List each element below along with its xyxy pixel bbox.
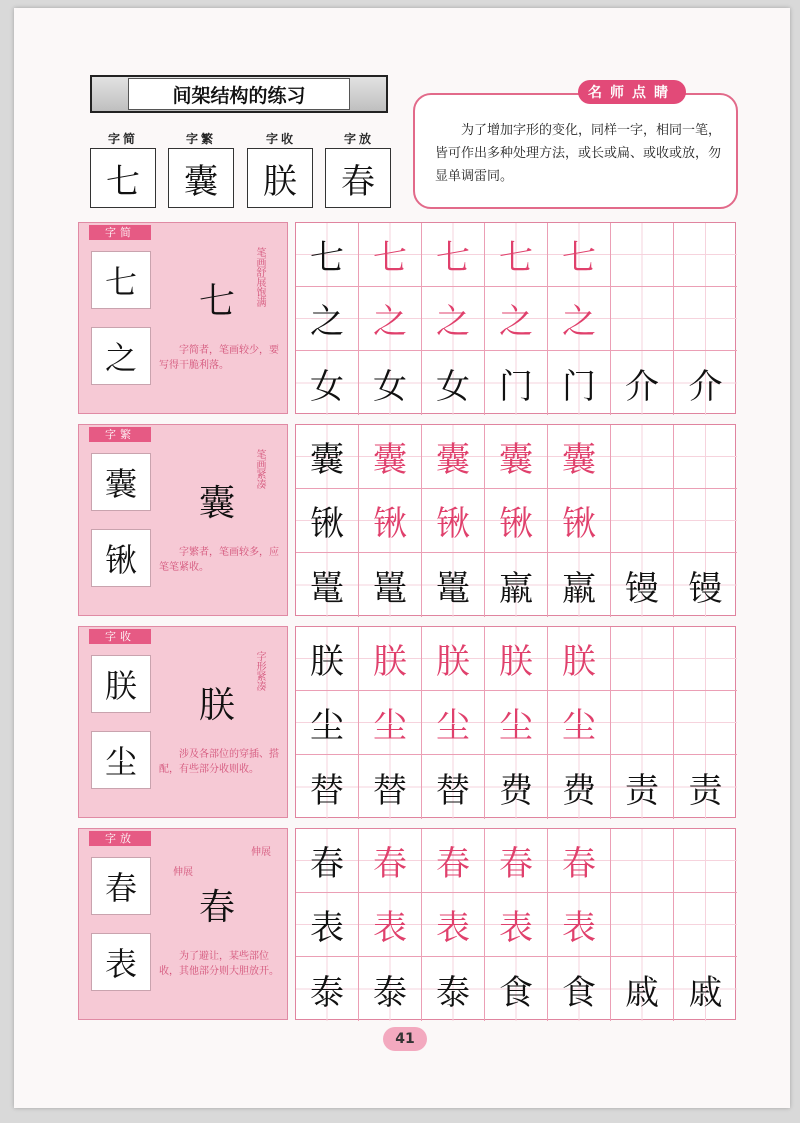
panel-char: 春: [91, 857, 151, 915]
grid-cell: 羸: [485, 553, 548, 617]
panel-char: 锹: [91, 529, 151, 587]
page-number: 41: [383, 1027, 427, 1051]
grid-cell: 泰: [359, 957, 422, 1021]
grid-cell: 七: [296, 223, 359, 287]
grid-cell: 七: [548, 223, 611, 287]
grid-cell: [674, 489, 737, 553]
category-label-simple: 字简: [107, 132, 138, 146]
grid-cell: 锹: [422, 489, 485, 553]
grid-cell: [674, 425, 737, 489]
section-tag: 字放: [89, 831, 151, 846]
panel-char: 囊: [91, 453, 151, 511]
grid-cell: 替: [296, 755, 359, 819]
grid-cell: 之: [485, 287, 548, 351]
category-label-contract: 字收: [265, 132, 296, 146]
grid-cell: 费: [548, 755, 611, 819]
grid-cell: 尘: [485, 691, 548, 755]
panel-big-char: 囊: [199, 483, 236, 524]
grid-cell: 朕: [359, 627, 422, 691]
grid-cell: 镘: [611, 553, 674, 617]
grid-cell: 尘: [359, 691, 422, 755]
panel-note-right: 伸展: [251, 847, 271, 858]
grid-cell: 责: [674, 755, 737, 819]
practice-grid: [295, 828, 736, 1020]
grid-cell: 责: [611, 755, 674, 819]
grid-cell: 囊: [485, 425, 548, 489]
grid-cell: 七: [359, 223, 422, 287]
grid-cell: 囊: [548, 425, 611, 489]
panel-big-char: 春: [199, 887, 236, 928]
grid-cell: 表: [359, 893, 422, 957]
panel-char: 表: [91, 933, 151, 991]
grid-cell: 费: [485, 755, 548, 819]
grid-cell: [674, 829, 737, 893]
panel-char: 七: [91, 251, 151, 309]
grid-cell: [611, 627, 674, 691]
panel-big-char: 七: [199, 281, 236, 322]
grid-cell: 替: [359, 755, 422, 819]
grid-cell: 之: [296, 287, 359, 351]
grid-cell: 表: [296, 893, 359, 957]
panel-note-left: 伸展: [173, 867, 193, 878]
grid-cell: 朕: [296, 627, 359, 691]
grid-cell: 春: [359, 829, 422, 893]
grid-cell: 尘: [422, 691, 485, 755]
page-title: 间架结构的练习: [128, 78, 350, 110]
title-banner: [90, 75, 388, 113]
grid-cell: 介: [674, 351, 737, 415]
grid-cell: 镘: [674, 553, 737, 617]
grid-cell: 朕: [485, 627, 548, 691]
grid-cell: 囊: [359, 425, 422, 489]
panel-description: 字繁者，笔画较多，应笔笔紧收。: [159, 547, 279, 573]
panel-char: 尘: [91, 731, 151, 789]
grid-cell: 朕: [548, 627, 611, 691]
grid-cell: [674, 893, 737, 957]
grid-cell: 替: [422, 755, 485, 819]
grid-cell: 鼍: [422, 553, 485, 617]
tip-tab: 名师点睛: [578, 80, 686, 104]
example-char-simple: 七: [90, 148, 156, 208]
grid-cell: [611, 425, 674, 489]
grid-cell: 鼍: [296, 553, 359, 617]
section-panel-simple: [78, 222, 288, 414]
section-panel-expand: [78, 828, 288, 1020]
grid-cell: [611, 287, 674, 351]
grid-cell: 食: [548, 957, 611, 1021]
grid-cell: 戚: [611, 957, 674, 1021]
example-char-expand: 春: [325, 148, 391, 208]
grid-cell: 介: [611, 351, 674, 415]
grid-cell: 鼍: [359, 553, 422, 617]
grid-cell: 朕: [422, 627, 485, 691]
panel-big-char: 朕: [199, 685, 236, 726]
panel-char: 朕: [91, 655, 151, 713]
grid-cell: 门: [548, 351, 611, 415]
grid-cell: 女: [422, 351, 485, 415]
grid-cell: [611, 829, 674, 893]
grid-cell: [674, 627, 737, 691]
grid-cell: 泰: [296, 957, 359, 1021]
example-char-contract: 朕: [247, 148, 313, 208]
grid-cell: 女: [296, 351, 359, 415]
grid-cell: [611, 893, 674, 957]
grid-cell: 之: [548, 287, 611, 351]
grid-cell: 表: [422, 893, 485, 957]
grid-cell: 囊: [296, 425, 359, 489]
grid-cell: 囊: [422, 425, 485, 489]
panel-description: 字简者，笔画较少，要写得干脆利落。: [159, 345, 279, 371]
grid-cell: 泰: [422, 957, 485, 1021]
grid-cell: [674, 223, 737, 287]
grid-cell: 尘: [296, 691, 359, 755]
section-tag: 字简: [89, 225, 151, 240]
section-panel-contract: [78, 626, 288, 818]
grid-cell: [674, 287, 737, 351]
example-char-complex: 囊: [168, 148, 234, 208]
panel-note: 笔画紧凑: [254, 449, 265, 489]
grid-cell: [611, 223, 674, 287]
grid-cell: 尘: [548, 691, 611, 755]
grid-cell: 戚: [674, 957, 737, 1021]
grid-cell: 春: [485, 829, 548, 893]
grid-cell: 春: [422, 829, 485, 893]
panel-description: 涉及各部位的穿插、搭配，有些部分收则收。: [159, 749, 279, 775]
practice-grid: [295, 222, 736, 414]
grid-cell: 羸: [548, 553, 611, 617]
grid-cell: 女: [359, 351, 422, 415]
panel-description: 为了避让，某些部位收，其他部分则大胆放开。: [159, 951, 279, 977]
practice-grid: [295, 424, 736, 616]
grid-cell: 锹: [548, 489, 611, 553]
grid-cell: 七: [422, 223, 485, 287]
section-tag: 字繁: [89, 427, 151, 442]
grid-cell: 锹: [296, 489, 359, 553]
tip-bubble: [413, 93, 738, 209]
grid-cell: 表: [548, 893, 611, 957]
grid-cell: 之: [359, 287, 422, 351]
section-panel-complex: [78, 424, 288, 616]
grid-cell: 门: [485, 351, 548, 415]
category-label-complex: 字繁: [185, 132, 216, 146]
tip-text: 为了增加字形的变化，同样一字，相同一笔，皆可作出多种处理方法，或长或扁、或收或放，勿显单调雷同。: [435, 123, 722, 184]
grid-cell: [674, 691, 737, 755]
category-label-expand: 字放: [343, 132, 374, 146]
practice-grid: [295, 626, 736, 818]
grid-cell: [611, 691, 674, 755]
panel-char: 之: [91, 327, 151, 385]
grid-cell: 锹: [359, 489, 422, 553]
grid-cell: 七: [485, 223, 548, 287]
grid-cell: 春: [296, 829, 359, 893]
grid-cell: 锹: [485, 489, 548, 553]
section-tag: 字收: [89, 629, 151, 644]
grid-cell: 春: [548, 829, 611, 893]
grid-cell: [611, 489, 674, 553]
grid-cell: 之: [422, 287, 485, 351]
panel-note: 字形紧凑: [254, 651, 265, 691]
panel-note: 笔画舒展饱满: [254, 247, 265, 307]
grid-cell: 食: [485, 957, 548, 1021]
grid-cell: 表: [485, 893, 548, 957]
